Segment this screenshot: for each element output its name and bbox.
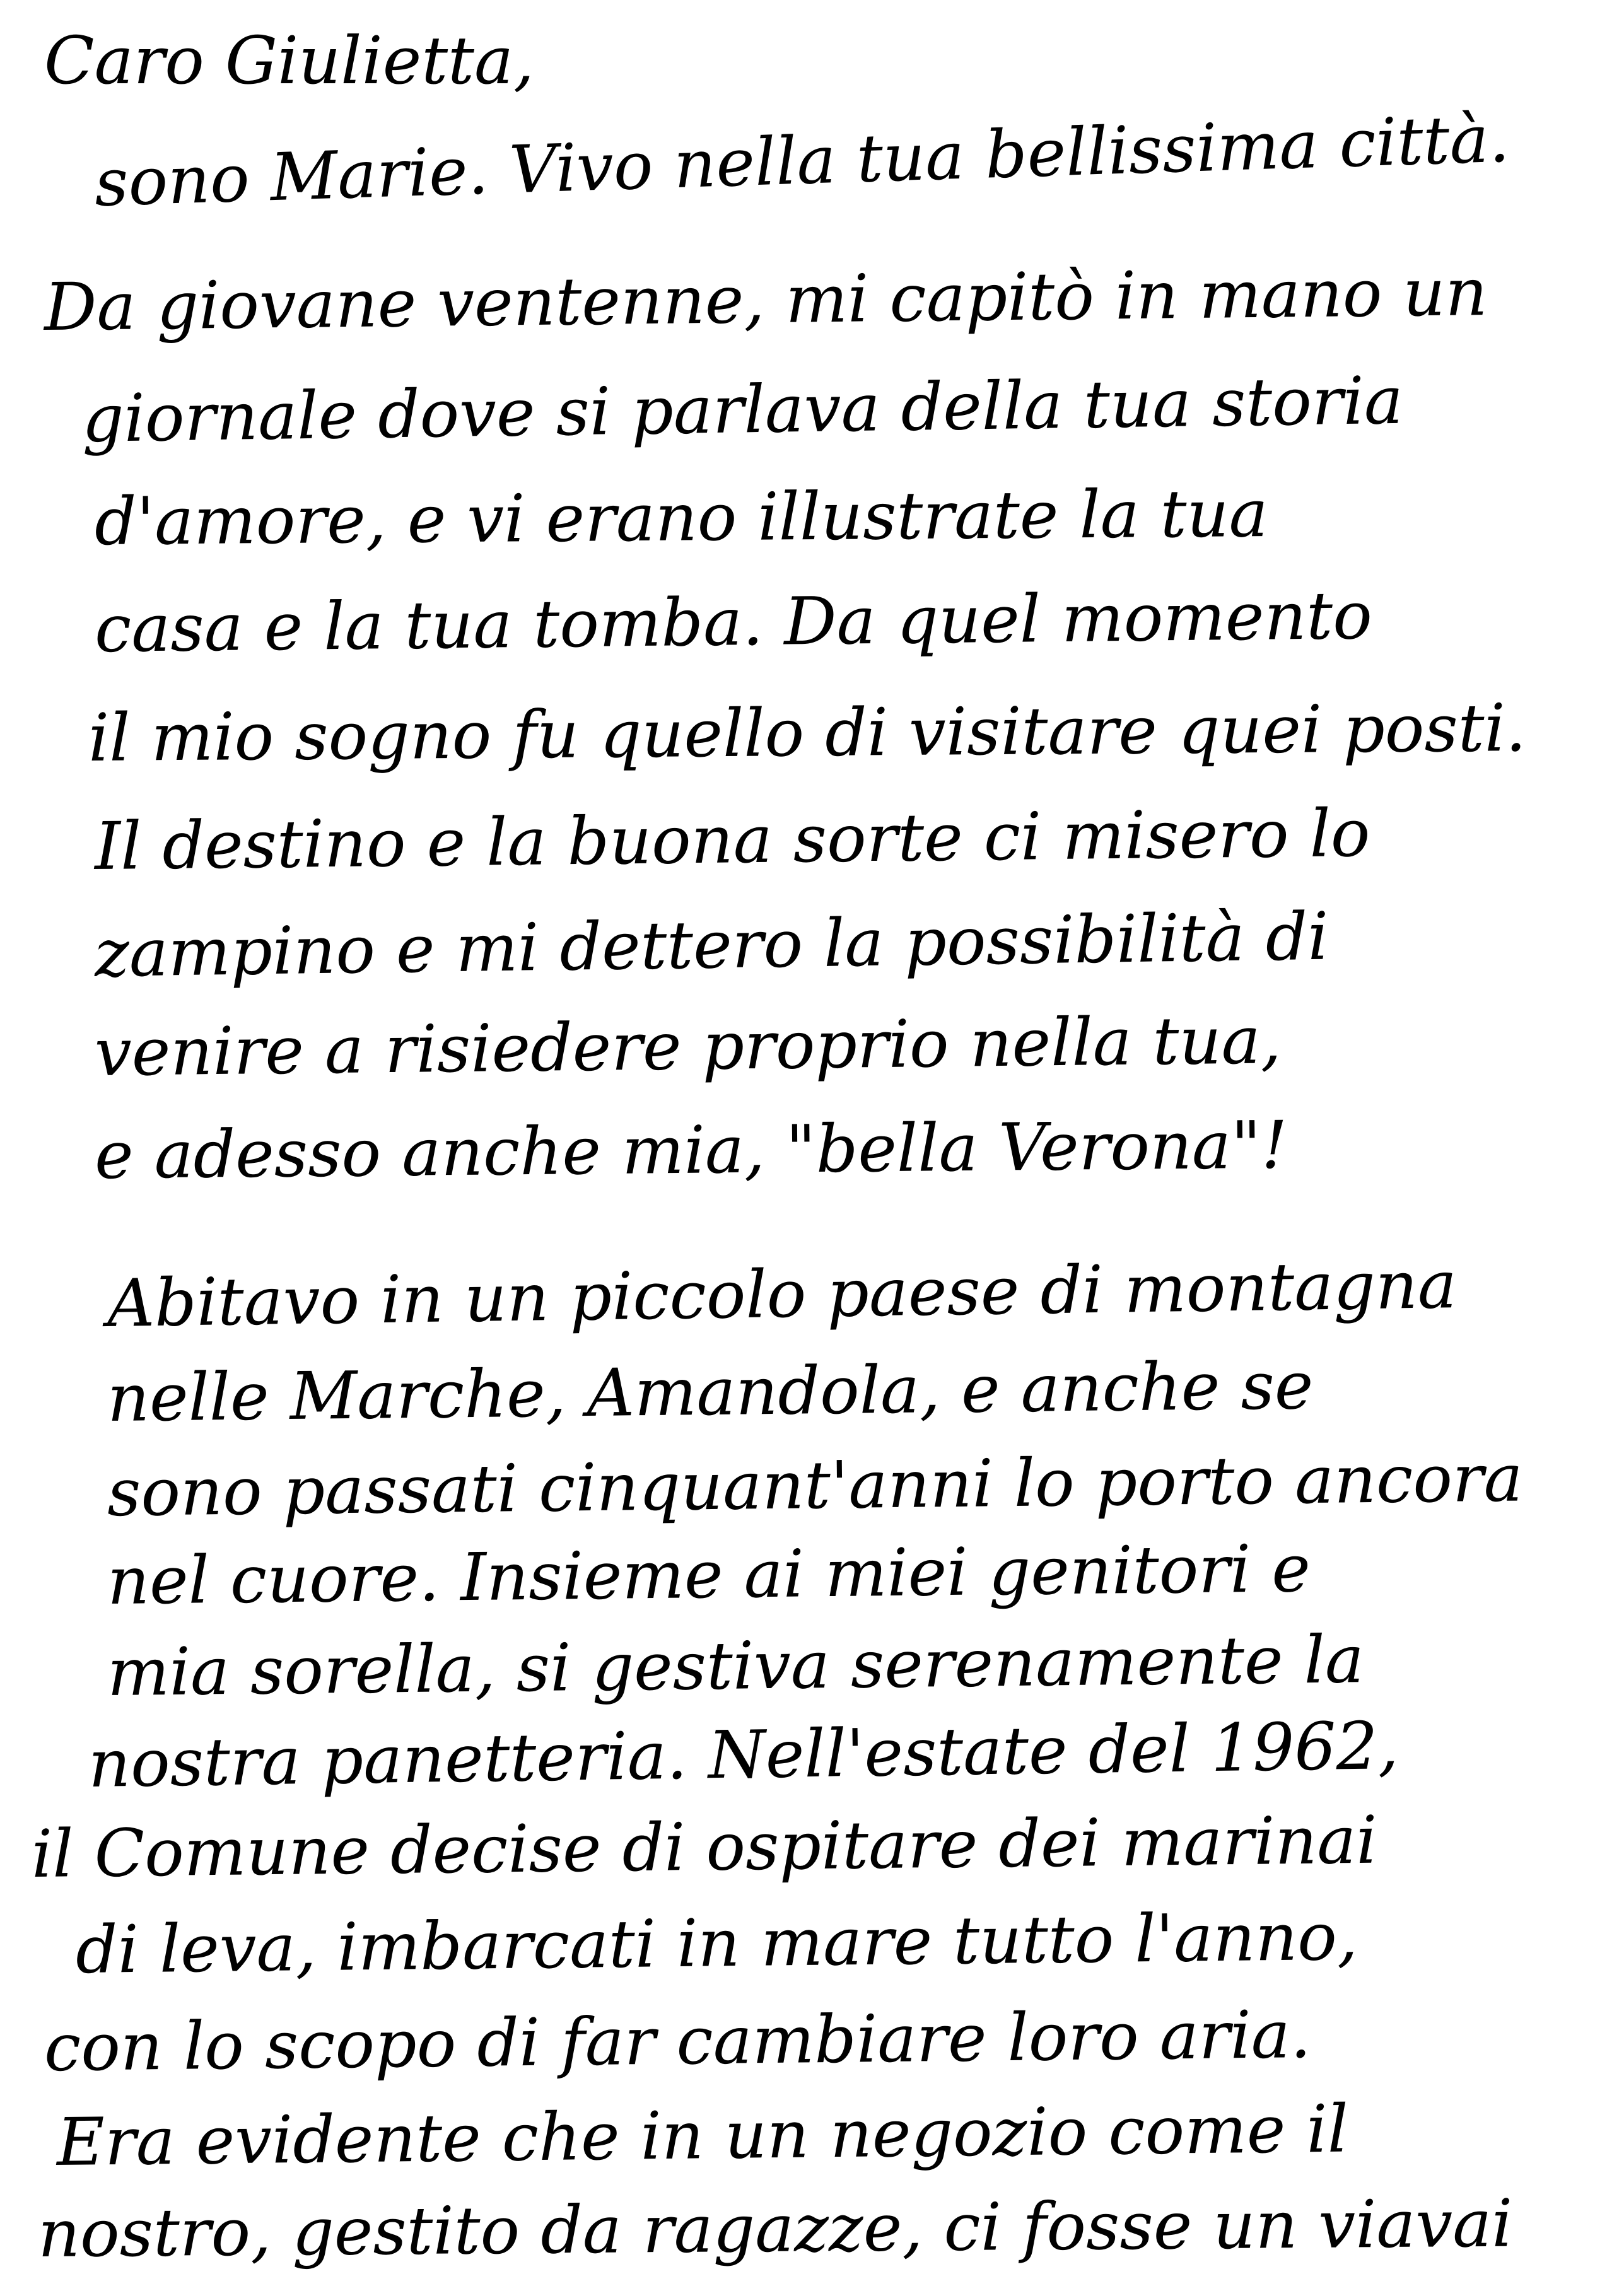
letter-greeting: Caro Giulietta, <box>44 22 535 99</box>
letter-line: casa e la tua tomba. Da quel momento <box>94 576 1373 667</box>
letter-line: Abitavo in un piccolo paese di montagna <box>107 1246 1458 1342</box>
letter-line: giornale dove si parlava della tua storia <box>81 361 1404 457</box>
letter-line: sono Marie. Vivo nella tua bellissima città. <box>93 100 1511 221</box>
letter-line: Da giovane ventenne, mi capitò in mano un <box>44 254 1488 346</box>
letter-line: il mio sogno fu quello di visitare quei posti. <box>88 689 1527 776</box>
letter-line: Era evidente che in un negozio come il <box>56 2090 1349 2181</box>
letter-line: con lo scopo di far cambiare loro aria. <box>44 1995 1312 2086</box>
letter-line: nelle Marche, Amandola, e anche se <box>107 1346 1314 1437</box>
letter-line: sono passati cinquant'anni lo porto ancora <box>107 1439 1524 1531</box>
letter-line: nel cuore. Insieme ai miei genitori e <box>107 1530 1311 1619</box>
letter-line: Il destino e la buona sorte ci misero lo <box>94 794 1370 885</box>
letter-line: zampino e mi dettero la possibilità di <box>94 897 1329 992</box>
letter-line: di leva, imbarcati in mare tutto l'anno, <box>75 1898 1358 1988</box>
letter-line: e adesso anche mia, "bella Verona"! <box>94 1106 1288 1194</box>
letter-line: il Comune decise di ospitare dei marinai <box>31 1801 1378 1892</box>
letter-line: mia sorella, si gestiva serenamente la <box>107 1621 1365 1711</box>
letter-line: venire a risiedere proprio nella tua, <box>94 1001 1282 1091</box>
letter-line: nostro, gestito da ragazze, ci fosse un viavai <box>37 2184 1513 2272</box>
letter-line: nostra panetteria. Nell'estate del 1962, <box>88 1706 1399 1802</box>
letter-line: d'amore, e vi erano illustrate la tua <box>94 475 1268 560</box>
